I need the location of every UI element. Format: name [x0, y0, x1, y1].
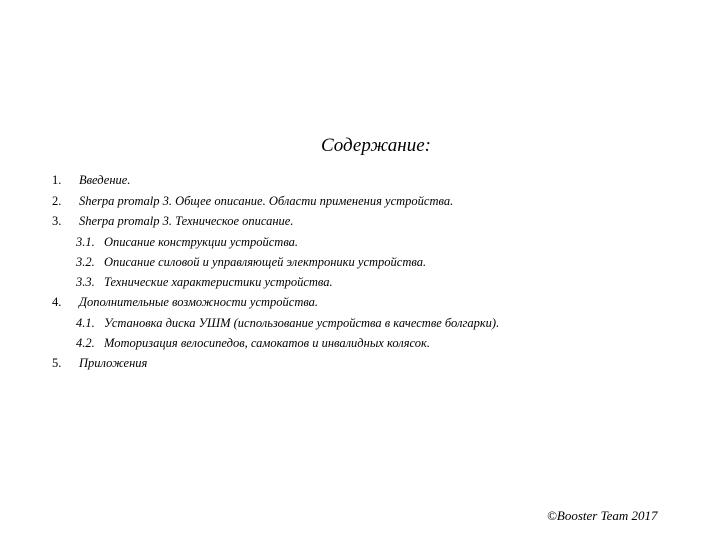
toc-number-4-2: 4.2.: [76, 336, 95, 350]
toc-subitem-3-1: [76, 235, 298, 249]
toc-item-specs: Технические характеристики устройства.: [104, 275, 333, 289]
toc-item-construction: Описание конструкции устройства.: [104, 235, 299, 249]
toc-subitem-4-1: [76, 316, 499, 330]
toc-number-3-3: 3.3.: [76, 275, 95, 289]
footer-copyright: ©Booster Team 2017: [547, 508, 658, 523]
toc-number-3: 3.: [52, 214, 62, 228]
toc-subitem-4-2: [76, 336, 430, 350]
toc-number-4-1: 4.1.: [76, 316, 95, 330]
toc-number-3-1: 3.1.: [76, 235, 95, 249]
toc-subitem-3-3: [76, 275, 333, 289]
toc-number-2: 2.: [52, 194, 62, 208]
toc-number-1: 1.: [52, 173, 62, 187]
toc-item-technical-description: Sherpa promalp 3. Техническое описание.: [79, 214, 294, 228]
toc-item-motorization: Моторизация велосипедов, самокатов и инвалидных колясок.: [104, 336, 431, 350]
page-title: Содержание:: [321, 135, 431, 156]
toc-number-4: 4.: [52, 295, 62, 309]
toc-item-grinder-disc: Установка диска УШМ (использование устройства в качестве болгарки).: [104, 316, 500, 330]
toc-number-3-2: 3.2.: [76, 255, 95, 269]
toc-item-additional-features: Дополнительные возможности устройства.: [79, 295, 319, 309]
toc-subitem-3-2: [76, 255, 426, 269]
toc-item-appendices: Приложения: [79, 356, 148, 370]
toc-item-electronics: Описание силовой и управляющей электроники устройства.: [104, 255, 427, 269]
toc-number-5: 5.: [52, 356, 62, 370]
toc-item-general-description: Sherpa promalp 3. Общее описание. Области применения устройства.: [79, 194, 454, 208]
toc-item-introduction: Введение.: [79, 173, 131, 187]
